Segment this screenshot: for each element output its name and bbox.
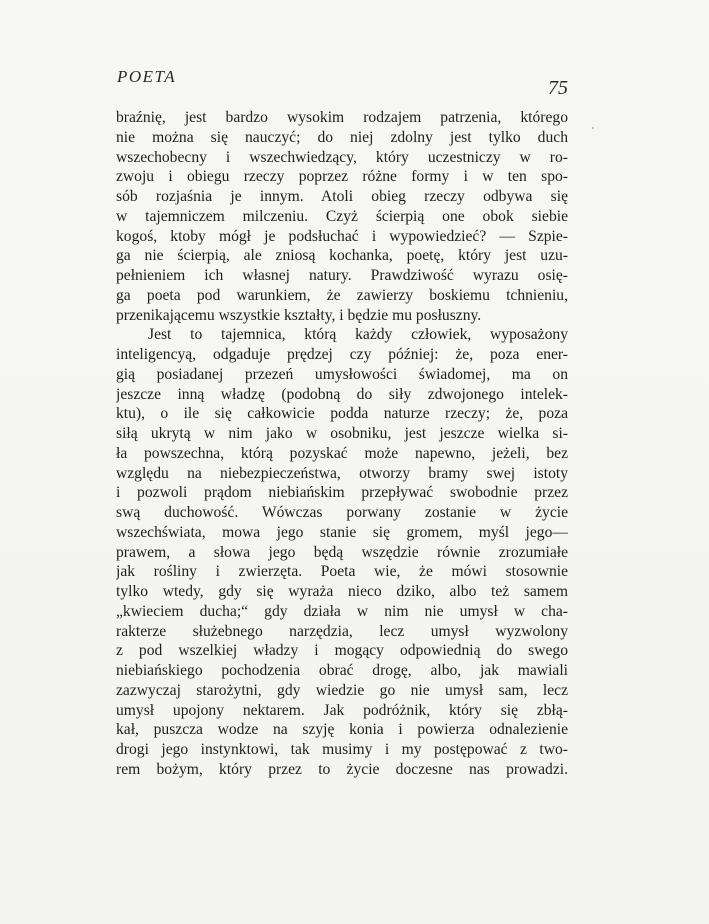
text-line: ktu), o ile się całkowicie podda naturze rzeczy; że, poza: [116, 405, 568, 423]
text-line: wszechobecny i wszechwiedzący, który uczestniczy w ro-: [116, 148, 568, 166]
text-line: drogi jego instynktowi, tak musimy i my postępować z two-: [116, 741, 568, 758]
text-line: kogoś, ktoby mógł je podsłuchać i wypowiedzieć? — Szpie-: [116, 227, 568, 245]
page-number: 75: [548, 77, 568, 99]
text-line: siłą ukrytą w nim jako w osobniku, jest jeszcze wielka si-: [116, 425, 568, 442]
text-line: ga poeta pod warunkiem, że zawierzy boskiemu tchnieniu,: [116, 286, 568, 304]
text-line: sób rozjaśnia je innym. Atoli obieg rzeczy odbywa się: [116, 188, 568, 205]
text-line: prawem, a słowa jego będą wszędzie równie zrozumiałe: [116, 543, 568, 561]
text-line: niebiańskiego pochodzenia obrać drogę, albo, jak mawiali: [116, 662, 568, 679]
text-line: nie można się nauczyć; do niej zdolny jest tylko duch: [116, 128, 568, 146]
text-line: względu na niebezpieczeństwa, otworzy bramy swej istoty: [116, 464, 568, 482]
text-line: w tajemniczem milczeniu. Czyż ścierpią one obok siebie: [116, 207, 568, 225]
paper-speck: [592, 127, 594, 129]
text-line: z pod wszelkiej władzy i mogący odpowiednią do swego: [116, 642, 568, 660]
text-line: tylko wtedy, gdy się wyraża nieco dziko, albo też samem: [116, 583, 568, 600]
text-line: kał, puszcza wodze na szyję konia i powierza odnalezienie: [116, 721, 568, 739]
text-line: zwoju i obiegu rzeczy poprzez różne formy i w ten spo-: [116, 168, 568, 186]
body-text: [116, 108, 568, 780]
paragraph-first-line: Jest to tajemnica, którą każdy człowiek, wyposażony: [148, 326, 568, 344]
text-line: i pozwoli prądom niebiańskim przepływać swobodnie przez: [116, 484, 568, 502]
text-line: gią posiadanej przezeń umysłowości świadomej, ma on: [116, 365, 568, 383]
text-line: jak rośliny i zwierzęta. Poeta wie, że mówi stosownie: [116, 563, 568, 581]
paragraph-end-line: przenikającemu wszystkie kształty, i będzie mu posłuszny.: [116, 306, 482, 324]
text-line: „kwieciem ducha;“ gdy działa w nim nie umysł w cha-: [116, 602, 568, 620]
text-line: braźnię, jest bardzo wysokim rodzajem patrzenia, którego: [116, 109, 568, 126]
text-line: pełnieniem ich własnej natury. Prawdziwość wyrazu osię-: [116, 267, 568, 284]
text-line: swą duchowość. Wówczas porwany zostanie w życie: [116, 504, 568, 521]
text-line: jeszcze inną władzę (podobną do siły zdwojonego intelek-: [116, 385, 568, 403]
text-line: umysł upojony nektarem. Jak podróżnik, który się zbłą-: [116, 701, 568, 719]
text-line: rem bożym, który przez to życie doczesne nas prowadzi.: [116, 760, 568, 778]
text-line: ła powszechna, którą pozyskać może napewno, jeżeli, bez: [116, 444, 568, 462]
text-line: ga nie ścierpią, ale zniosą kochanka, poetę, który jest uzu-: [116, 247, 568, 265]
text-line: zazwyczaj starożytni, gdy wiedzie go nie umysł sam, lecz: [116, 681, 568, 699]
text-line: inteligencyą, odgaduje prędzej czy później: że, poza ener-: [116, 346, 568, 363]
text-line: wszechświata, mowa jego stanie się gromem, myśl jego—: [116, 523, 568, 541]
text-line: rakterze służebnego narzędzia, lecz umysł wyzwolony: [116, 622, 568, 640]
running-head: POETA: [117, 67, 177, 86]
